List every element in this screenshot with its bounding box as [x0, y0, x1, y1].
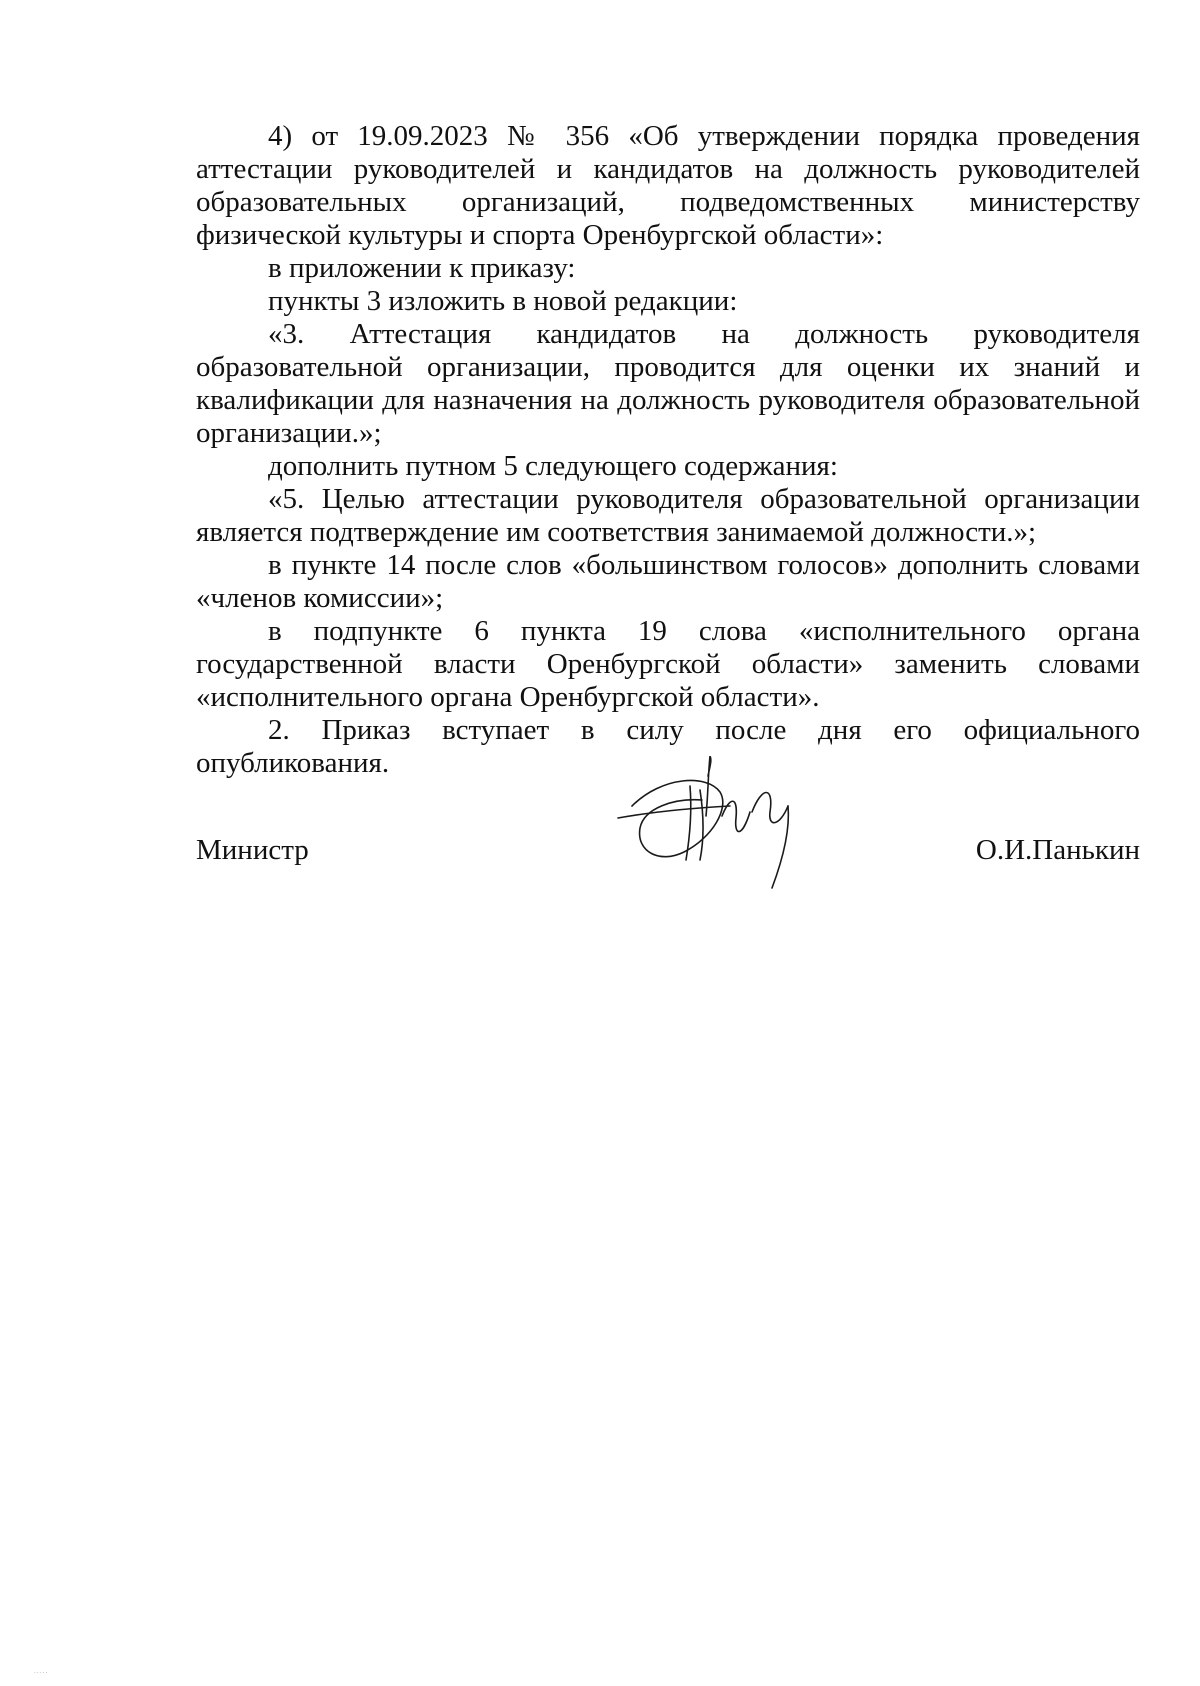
paragraph-amendment-4: 4) от 19.09.2023 № 356 «Об утверждении порядка проведения аттестации руководителей и кандидатов на должность руководителей образовательных организаций, подведомственных министерству физической культуры и спорта Оренбургской области»: — [196, 120, 1140, 251]
handwritten-signature-icon — [612, 756, 822, 896]
paragraph-item-3-intro: пункты 3 изложить в новой редакции: — [268, 285, 738, 317]
signer-name: О.И.Панькин — [975, 834, 1140, 866]
paragraph-item-5-intro: дополнить путном 5 следующего содержания: — [268, 450, 838, 482]
paragraph-effective-date: 2. Приказ вступает в силу после дня его официального опубликования. — [196, 714, 1140, 779]
paragraph-item-5-text: «5. Целью аттестации руководителя образовательной организации является подтверждение им соответствия занимаемой должности.»; — [196, 483, 1140, 548]
page-footer-mark: ..... — [34, 1668, 49, 1675]
paragraph-appendix-intro: в приложении к приказу: — [268, 252, 576, 284]
signer-title: Министр — [196, 834, 309, 866]
paragraph-item-14: в пункте 14 после слов «большинством голосов» дополнить словами «членов комиссии»; — [196, 549, 1140, 614]
paragraph-item-3-text: «3. Аттестация кандидатов на должность руководителя образовательной организации, проводится для оценки их знаний и квалификации для назначения на должность руководителя образовательной организации.»; — [196, 318, 1140, 449]
paragraph-item-19: в подпункте 6 пункта 19 слова «исполнительного органа государственной власти Оренбургской области» заменить словами «исполнительного органа Оренбургской области». — [196, 615, 1140, 713]
document-body — [196, 120, 1140, 780]
